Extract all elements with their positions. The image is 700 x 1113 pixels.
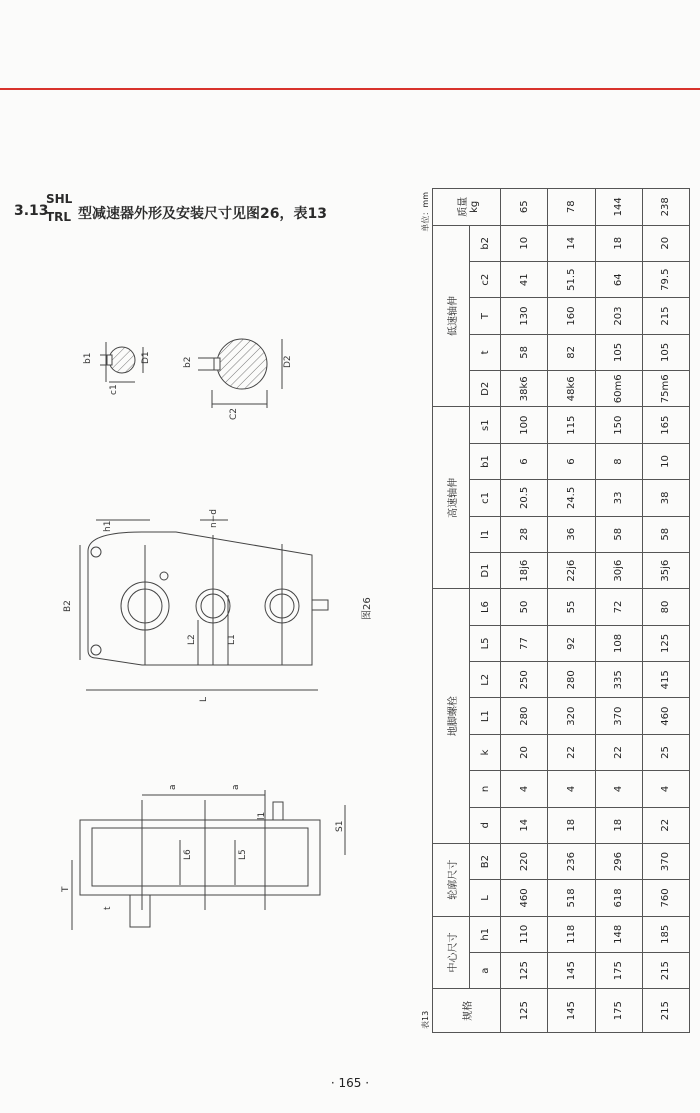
table-cell: 33 xyxy=(595,480,642,516)
table-cell: 175 xyxy=(595,989,642,1033)
table-cell: 82 xyxy=(548,334,595,370)
col-l2: L2 xyxy=(470,662,501,698)
label-t-upper: T xyxy=(61,886,71,892)
header-spec: 规格 xyxy=(433,989,501,1033)
label-b1: b1 xyxy=(83,352,93,364)
top-view-housing xyxy=(80,520,328,690)
col-l1-shaft: l1 xyxy=(470,516,501,552)
table-cell: 115 xyxy=(548,407,595,443)
table-cell: 28 xyxy=(501,516,548,552)
header-low-shaft: 低速轴伸 xyxy=(433,225,470,407)
table-cell: 92 xyxy=(548,625,595,661)
table-cell: 460 xyxy=(642,698,689,734)
table-cell: 130 xyxy=(501,298,548,334)
label-c1: c1 xyxy=(109,384,119,395)
table-cell: 18 xyxy=(595,807,642,843)
label-n-d: n−d xyxy=(209,509,219,528)
col-c2: c2 xyxy=(470,262,501,298)
table-cell: 110 xyxy=(501,916,548,952)
label-a-1: a xyxy=(168,784,178,790)
table-cell: 41 xyxy=(501,262,548,298)
page-number: · 165 · xyxy=(330,1076,370,1090)
table-cell: 55 xyxy=(548,589,595,625)
col-c1: c1 xyxy=(470,480,501,516)
table-cell: 760 xyxy=(642,880,689,916)
table-cell: 79.5 xyxy=(642,262,689,298)
col-b2: B2 xyxy=(470,843,501,879)
table-cell: 460 xyxy=(501,880,548,916)
header-high-shaft: 高速轴伸 xyxy=(433,407,470,589)
table-label: 表13 xyxy=(421,1010,430,1029)
table-cell: 215 xyxy=(642,298,689,334)
table-cell: 8 xyxy=(595,443,642,479)
header-anchor: 地脚螺栓 xyxy=(433,589,470,844)
table-cell: 36 xyxy=(548,516,595,552)
figure-26-drawing xyxy=(50,320,410,940)
table-cell: 415 xyxy=(642,662,689,698)
table-cell: 24.5 xyxy=(548,480,595,516)
col-k: k xyxy=(470,734,501,770)
table-cell: 108 xyxy=(595,625,642,661)
table-cell: 125 xyxy=(501,989,548,1033)
table-cell: 280 xyxy=(501,698,548,734)
header-red-rule xyxy=(0,88,700,90)
table-cell: 220 xyxy=(501,843,548,879)
col-l6: L6 xyxy=(470,589,501,625)
table-cell: 25 xyxy=(642,734,689,770)
label-c2: C2 xyxy=(229,407,239,420)
table-cell: 203 xyxy=(595,298,642,334)
table-cell: 14 xyxy=(548,225,595,261)
table-cell: 105 xyxy=(642,334,689,370)
label-l1: L1 xyxy=(227,634,237,645)
label-b2: b2 xyxy=(183,356,193,368)
col-b2-shaft: b2 xyxy=(470,225,501,261)
table-cell: 4 xyxy=(642,771,689,807)
table-cell: 38 xyxy=(642,480,689,516)
col-d2: D2 xyxy=(470,371,501,407)
col-l5: L5 xyxy=(470,625,501,661)
model-trl: TRL xyxy=(46,210,72,224)
table-cell: 50 xyxy=(501,589,548,625)
table-cell: 10 xyxy=(501,225,548,261)
label-b2-outline: B2 xyxy=(63,600,73,612)
table-13-region xyxy=(420,188,690,1033)
table-cell: 72 xyxy=(595,589,642,625)
table-cell: 80 xyxy=(642,589,689,625)
table-cell: 175 xyxy=(595,953,642,989)
table-cell: 100 xyxy=(501,407,548,443)
table-cell: 145 xyxy=(548,953,595,989)
table-cell: 165 xyxy=(642,407,689,443)
table-cell: 280 xyxy=(548,662,595,698)
col-t: t xyxy=(470,334,501,370)
table-cell: 60m6 xyxy=(595,371,642,407)
table-cell: 48k6 xyxy=(548,371,595,407)
header-outline: 轮廓尺寸 xyxy=(433,843,470,916)
table-cell: 77 xyxy=(501,625,548,661)
table-cell: 250 xyxy=(501,662,548,698)
label-t-lower: t xyxy=(103,906,113,910)
table-cell: 6 xyxy=(501,443,548,479)
table-cell: 65 xyxy=(501,189,548,226)
model-shl: SHL xyxy=(46,192,73,206)
table-cell: 20.5 xyxy=(501,480,548,516)
section-number: 3.13 xyxy=(14,203,49,219)
table-row xyxy=(642,189,689,1033)
table-cell: 51.5 xyxy=(548,262,595,298)
table-cell: 75m6 xyxy=(642,371,689,407)
label-l1-shaft: l1 xyxy=(257,811,267,820)
label-l: L xyxy=(199,696,209,702)
table-cell: 160 xyxy=(548,298,595,334)
label-l5: L5 xyxy=(238,849,248,860)
col-t-upper: T xyxy=(470,298,501,334)
unit-note: 单位：mm xyxy=(421,192,430,232)
table-cell: 4 xyxy=(501,771,548,807)
table-cell: 22 xyxy=(642,807,689,843)
table-cell: 370 xyxy=(642,843,689,879)
model-stack xyxy=(46,190,72,226)
col-h1: h1 xyxy=(470,916,501,952)
table-cell: 148 xyxy=(595,916,642,952)
table-cell: 238 xyxy=(642,189,689,226)
table-cell: 236 xyxy=(548,843,595,879)
col-d: d xyxy=(470,807,501,843)
table-cell: 320 xyxy=(548,698,595,734)
table-cell: 215 xyxy=(642,953,689,989)
table-cell: 22j6 xyxy=(548,552,595,588)
table-cell: 58 xyxy=(501,334,548,370)
table-cell: 185 xyxy=(642,916,689,952)
section-title-text: 型减速器外形及安装尺寸见图26，表13 xyxy=(78,206,327,222)
col-s1: s1 xyxy=(470,407,501,443)
table-cell: 125 xyxy=(501,953,548,989)
table-cell: 64 xyxy=(595,262,642,298)
figure-caption: 图26 xyxy=(362,597,373,620)
table-cell: 18j6 xyxy=(501,552,548,588)
table-cell: 14 xyxy=(501,807,548,843)
table-cell: 618 xyxy=(595,880,642,916)
table-cell: 20 xyxy=(501,734,548,770)
small-shaft-section xyxy=(100,342,143,382)
table-cell: 30j6 xyxy=(595,552,642,588)
table-cell: 38k6 xyxy=(501,371,548,407)
table-cell: 370 xyxy=(595,698,642,734)
col-a: a xyxy=(470,953,501,989)
label-a-2: a xyxy=(231,784,241,790)
label-s1: S1 xyxy=(335,820,345,832)
table-cell: 518 xyxy=(548,880,595,916)
table-cell: 22 xyxy=(595,734,642,770)
col-n: n xyxy=(470,771,501,807)
table-cell: 58 xyxy=(595,516,642,552)
header-mass xyxy=(433,189,501,226)
table-cell: 4 xyxy=(595,771,642,807)
col-l: L xyxy=(470,880,501,916)
spec-table xyxy=(432,188,690,1033)
table-cell: 335 xyxy=(595,662,642,698)
table-cell: 150 xyxy=(595,407,642,443)
label-h1: h1 xyxy=(103,520,113,532)
table-cell: 6 xyxy=(548,443,595,479)
table-cell: 125 xyxy=(642,625,689,661)
col-b1: b1 xyxy=(470,443,501,479)
table-cell: 18 xyxy=(595,225,642,261)
table-cell: 105 xyxy=(595,334,642,370)
table-cell: 18 xyxy=(548,807,595,843)
table-cell: 118 xyxy=(548,916,595,952)
col-l1: L1 xyxy=(470,698,501,734)
table-cell: 35j6 xyxy=(642,552,689,588)
label-d2: D2 xyxy=(283,355,293,368)
table-cell: 22 xyxy=(548,734,595,770)
table-row xyxy=(501,189,548,1033)
header-center: 中心尺寸 xyxy=(433,916,470,989)
col-d1: D1 xyxy=(470,552,501,588)
table-cell: 10 xyxy=(642,443,689,479)
header-mass-label: 质量 xyxy=(457,196,469,217)
table-cell: 58 xyxy=(642,516,689,552)
table-cell: 296 xyxy=(595,843,642,879)
table-cell: 145 xyxy=(548,989,595,1033)
table-row xyxy=(548,189,595,1033)
table-cell: 4 xyxy=(548,771,595,807)
table-cell: 78 xyxy=(548,189,595,226)
large-shaft-section xyxy=(198,339,282,408)
table-row xyxy=(595,189,642,1033)
table-cell: 215 xyxy=(642,989,689,1033)
table-cell: 144 xyxy=(595,189,642,226)
header-mass-unit: kg xyxy=(468,200,480,213)
label-l2: L2 xyxy=(187,634,197,645)
label-d1: D1 xyxy=(141,351,151,364)
label-l6: L6 xyxy=(183,849,193,860)
table-cell: 20 xyxy=(642,225,689,261)
